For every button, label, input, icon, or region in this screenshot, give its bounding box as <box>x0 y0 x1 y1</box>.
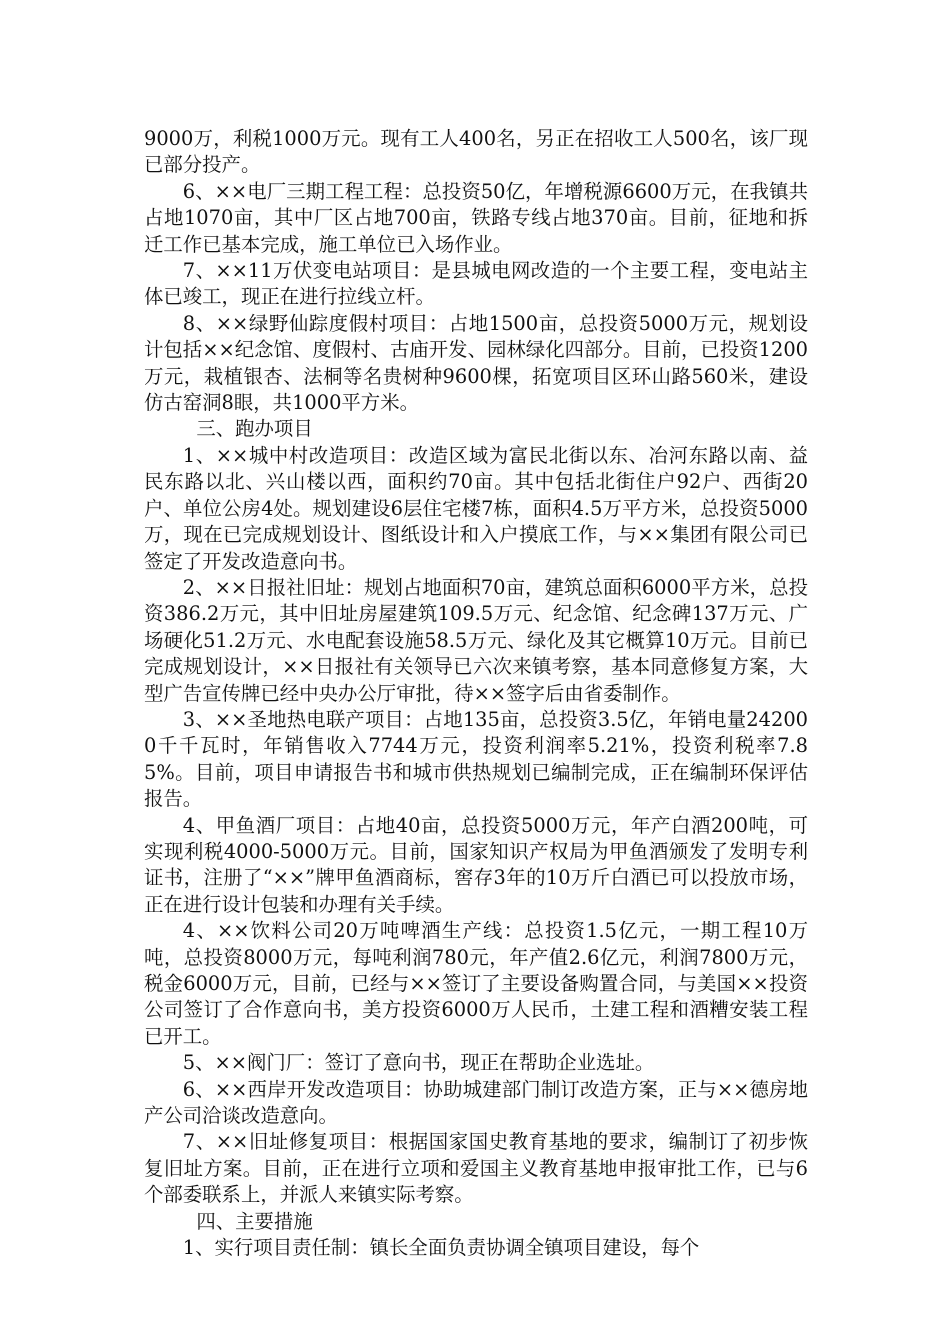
document-page <box>144 126 808 1261</box>
paragraph-power-plant-phase3: 6、××电厂三期工程工程：总投资50亿，年增税源6600万元，在我镇共占地1070亩，其中厂区占地700亩，铁路专线占地370亩。目前，征地和拆迁工作已基本完成，施工单位已入场作业。 <box>144 179 808 256</box>
section-heading-measures: 四、主要措施 <box>196 1209 313 1233</box>
paragraph-newspaper-site: 2、××日报社旧址：规划占地面积70亩，建筑总面积6000平方米，总投资386.2万元，其中旧址房屋建筑109.5万元、纪念馆、纪念碑137万元、广场硬化51.2万元、水电配套设施58.5万元、绿化及其它概算10万元。目前已完成规划设计，××日报社有关领导已六次来镇考察，基本同意修复方案，大型广告宣传牌已经中央办公厅审批，待××签字后由省委制作。 <box>144 575 808 705</box>
paragraph-responsibility: 1、实行项目责任制：镇长全面负责协调全镇项目建设，每个 <box>182 1236 700 1260</box>
paragraph-site-restoration: 7、××旧址修复项目：根据国家国史教育基地的要求，编制订了初步恢复旧址方案。目前，正在进行立项和爱国主义教育基地申报审批工作，已与6个部委联系上，并派人来镇实际考察。 <box>144 1130 808 1207</box>
paragraph-beer-line: 4、××饮料公司20万吨啤酒生产线：总投资1.5亿元，一期工程10万吨，总投资8000万元，每吨利润780元，年产值2.6亿元，利润7800万元，税金6000万元，目前，已经与××签订了主要设备购置合同，与美国××投资公司签订了合作意向书，美方投资6000万人民币，土建工程和酒糟安装工程已开工。 <box>144 919 808 1048</box>
paragraph-valve-factory: 5、××阀门厂：签订了意向书，现正在帮助企业选址。 <box>182 1051 655 1075</box>
paragraph-cogeneration: 3、××圣地热电联产项目：占地135亩，总投资3.5亿，年销电量242000千千瓦时，年销售收入7744万元，投资利润率5.21%，投资利税率7.85%。目前，项目申请报告书和城市供热规划已编制完成，正在编制环保评估报告。 <box>144 707 808 811</box>
paragraph-liquor-factory: 4、甲鱼酒厂项目：占地40亩，总投资5000万元，年产白酒200吨，可实现利税4000-5000万元。目前，国家知识产权局为甲鱼酒颁发了发明专利证书，注册了“××”牌甲鱼酒商标，窖存3年的10万斤白酒已可以投放市场，正在进行设计包装和办理有关手续。 <box>144 813 808 916</box>
section-heading-projects: 三、跑办项目 <box>196 417 313 441</box>
paragraph-west-bank: 6、××西岸开发改造项目：协助城建部门制订改造方案，正与××德房地产公司洽谈改造意向。 <box>144 1077 808 1128</box>
paragraph-resort: 8、××绿野仙踪度假村项目：占地1500亩，总投资5000万元，规划设计包括××纪念馆、度假村、古庙开发、园林绿化四部分。目前，已投资1200万元，栽植银杏、法桐等名贵树种9600棵，拓宽项目区环山路560米，建设仿古窑洞8眼，共1000平方米。 <box>144 311 808 415</box>
paragraph-village-renovation: 1、××城中村改造项目：改造区域为富民北街以东、冶河东路以南、益民东路以北、兴山楼以西，面积约70亩。其中包括北街住户92户、西街20户、单位公房4处。规划建设6层住宅楼7栋，面积4.5万平方米，总投资5000万，现在已完成规划设计、图纸设计和入户摸底工作，与××集团有限公司已签定了开发改造意向书。 <box>144 443 808 573</box>
paragraph-substation: 7、××11万伏变电站项目：是县城电网改造的一个主要工程，变电站主体已竣工，现正在进行拉线立杆。 <box>144 259 808 309</box>
paragraph-continuation: 9000万，利税1000万元。现有工人400名，另正在招收工人500名，该厂现已部分投产。 <box>144 127 808 177</box>
